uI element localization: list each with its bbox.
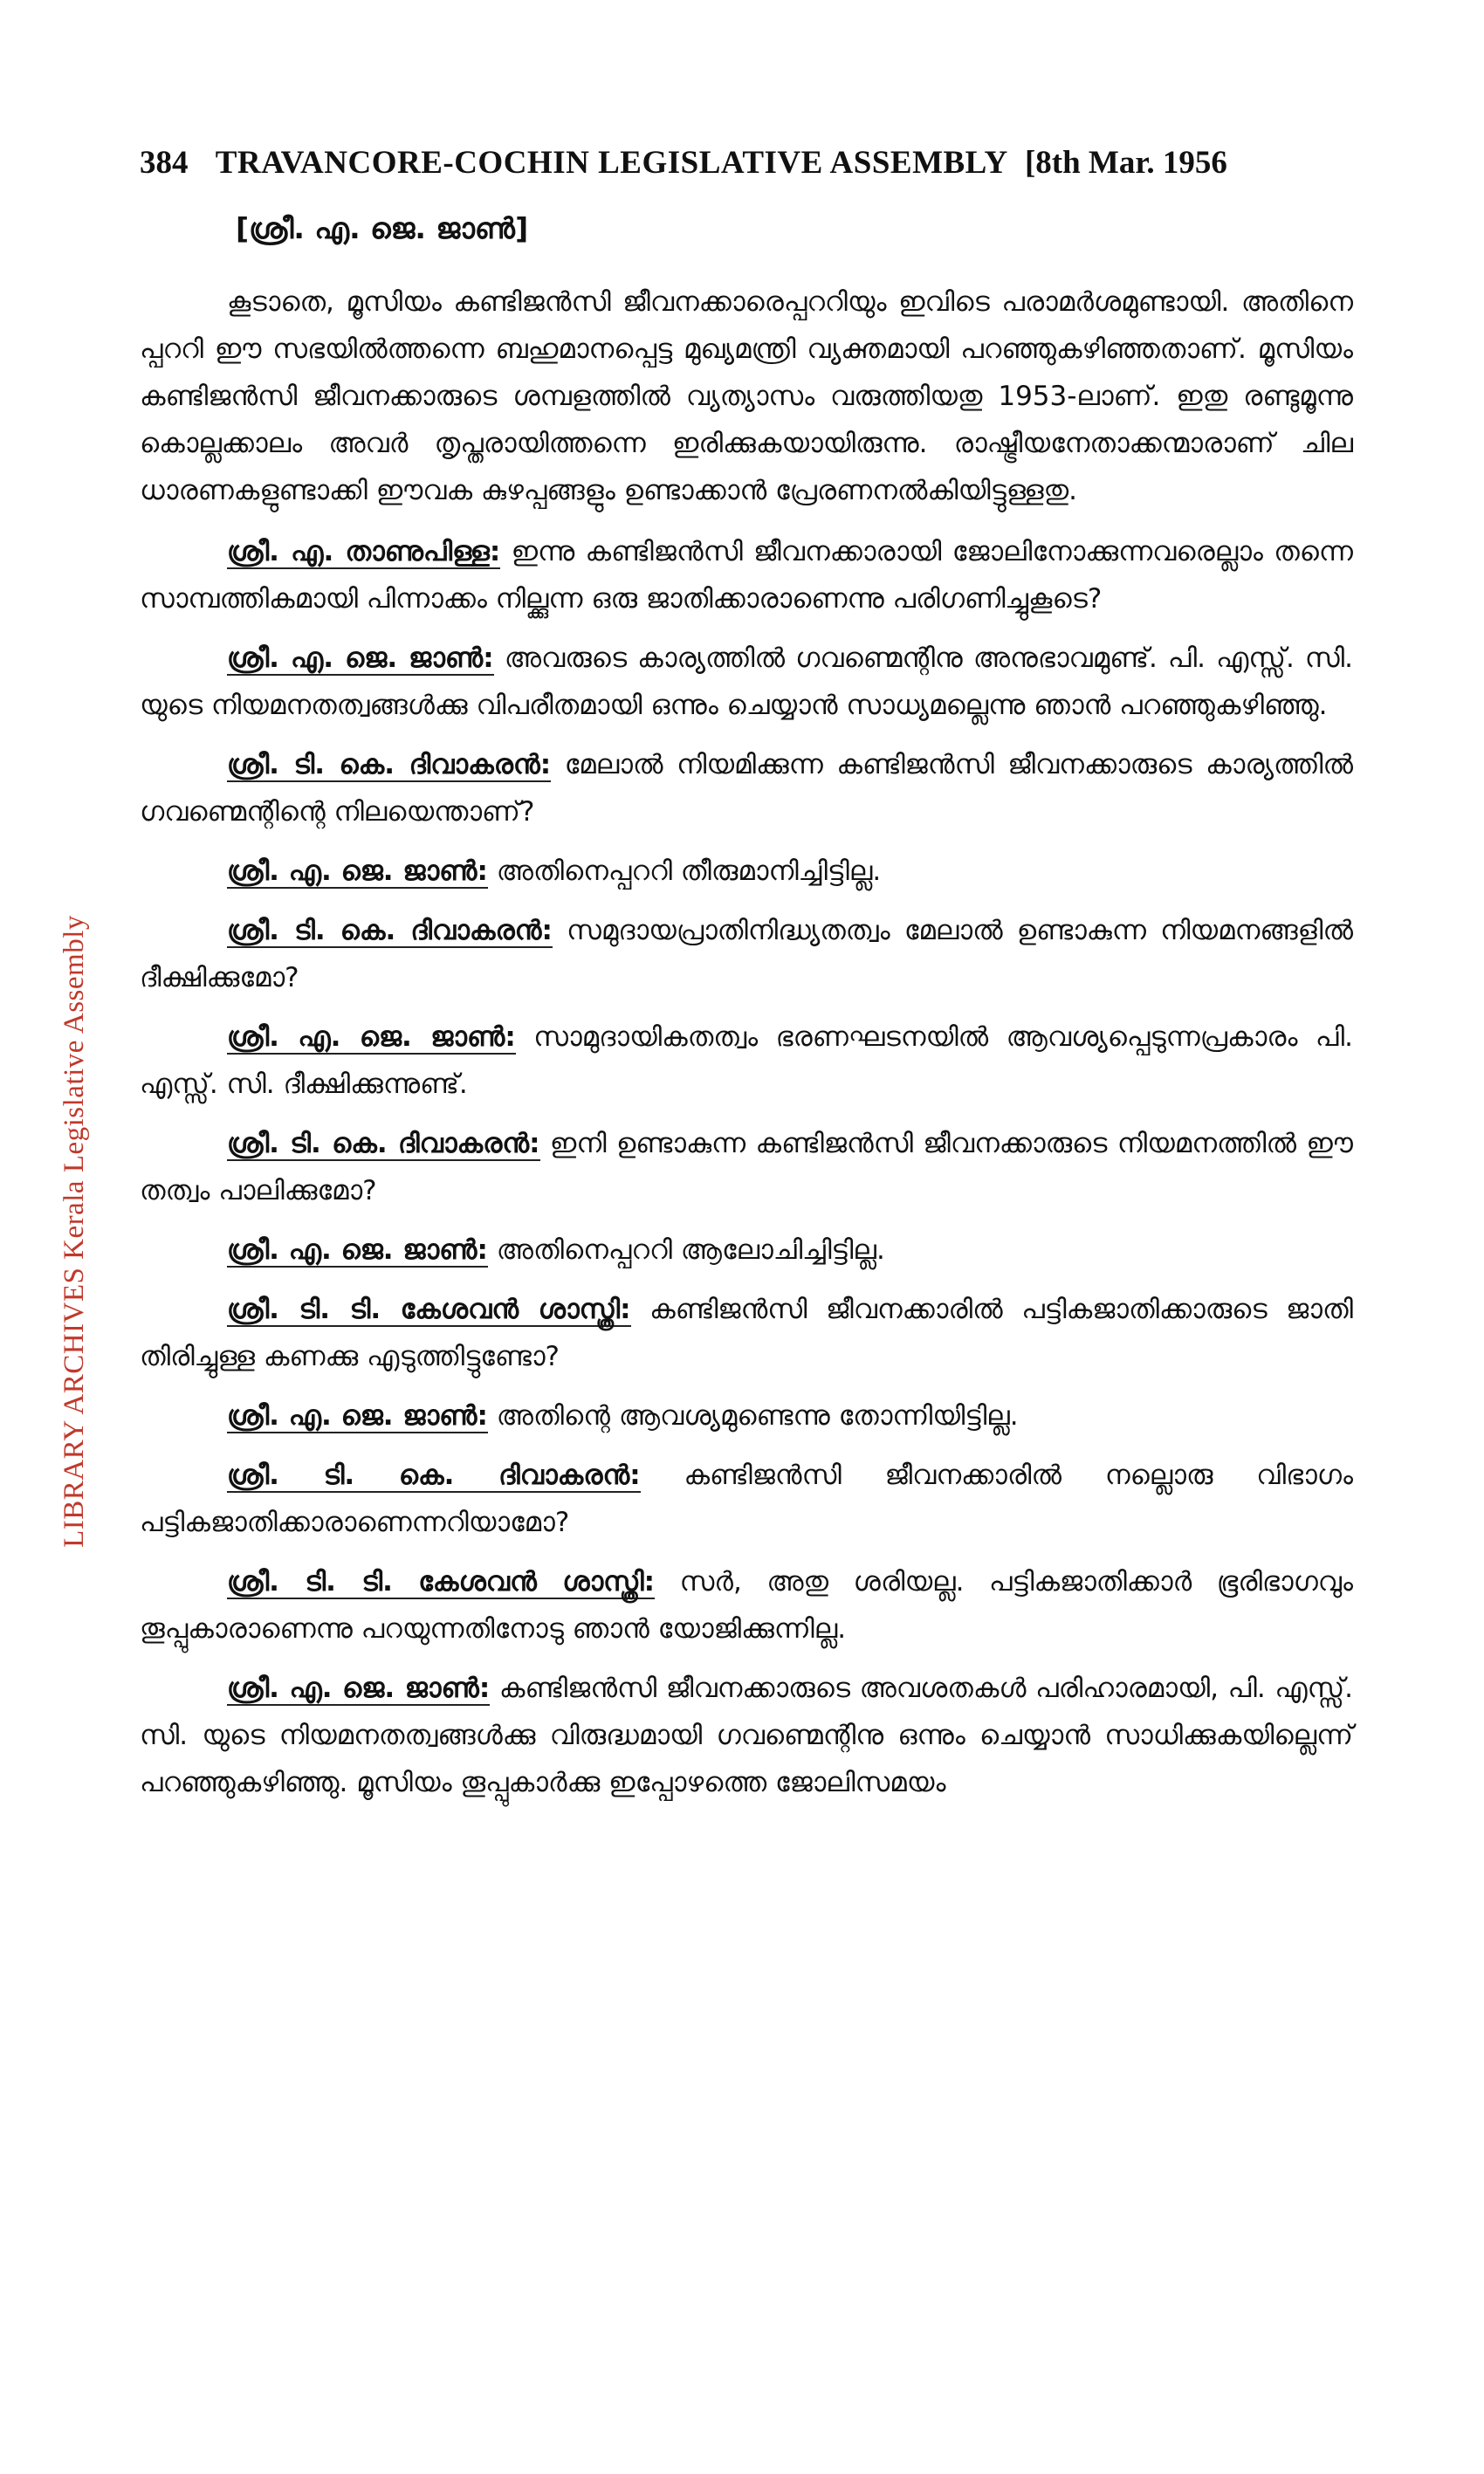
exchange-list [140,528,1353,1806]
speaker-name: ശ്രീ. എ. ജെ. ജാൺ: [227,1021,516,1053]
speech-text: മേലാൽ നിയമിക്കുന്ന കണ്ടിജൻസി ജീവനക്കാരുടെ കാര്യത്തിൽ ഗവണ്മെന്റിന്റെ നിലയെന്താണ്? [140,749,1353,828]
session-date: [8th Mar. 1956 [1024,145,1227,181]
speech-text: അതിനെപ്പററി ആലോചിച്ചിട്ടില്ല. [496,1234,885,1266]
exchange-entry [140,1665,1353,1806]
exchange-entry [140,907,1353,1001]
speaker-name: ശ്രീ. എ. ജെ. ജാൺ: [227,1400,488,1432]
exchange-entry [140,1558,1353,1653]
opening-paragraph: കൂടാതെ, മൂസിയം കണ്ടിജൻസി ജീവനക്കാരെപ്പററിയും ഇവിടെ പരാമർശമുണ്ടായി. അതിനെ പ്പററി ഈ സഭയിൽത്തന്നെ ബഹുമാനപ്പെട്ട മുഖ്യമന്ത്രി വ്യക്തമായി പറഞ്ഞുകഴിഞ്ഞതാണ്. മൂസിയം കണ്ടിജൻസി ജീവനക്കാരുടെ ശമ്പളത്തിൽ വ്യത്യാസം വരുത്തിയതു 1953-ലാണ്. ഇതു രണ്ടുമൂന്നു കൊല്ലക്കാലം അവർ തൃപ്തരായിത്തന്നെ ഇരിക്കുകയായിരുന്നു. രാഷ്ട്രീയനേതാക്കന്മാരാണ് ചില ധാരണകളുണ്ടാക്കി ഈവക കുഴപ്പങ്ങളും ഉണ്ടാക്കാൻ പ്രേരണനൽകിയിട്ടുള്ളതു. [140,286,1353,506]
speaker-name: ശ്രീ. എ. താണുപിള്ള: [227,536,501,567]
speech-text: കണ്ടിജൻസി ജീവനക്കാരിൽ പട്ടികജാതിക്കാരുടെ ജാതി തിരിച്ചുള്ള കണക്കു എടുത്തിട്ടുണ്ടോ? [140,1294,1354,1372]
archive-watermark [39,873,109,1589]
exchange-entry [140,1227,1353,1274]
speaker-name: ശ്രീ. എ. ജെ. ജാൺ: [227,1234,488,1266]
exchange-entry [140,528,1353,622]
speaker-name: ശ്രീ. ടി. കെ. ദിവാകരൻ: [227,1128,540,1159]
speech-text: കണ്ടിജൻസി ജീവനക്കാരിൽ നല്ലൊരു വിഭാഗം പട്ടികജാതിക്കാരാണെന്നറിയാമോ? [140,1460,1353,1538]
page-header [140,144,1344,182]
exchange-entry [140,1452,1353,1546]
assembly-title: TRAVANCORE-COCHIN LEGISLATIVE ASSEMBLY [215,145,1008,181]
speaker-name: ശ്രീ. ടി. ടി. കേശവൻ ശാസ്ത്രി: [227,1566,656,1598]
watermark-text: LIBRARY ARCHIVES Kerala Legislative Assembly [58,914,90,1548]
speaker-name: ശ്രീ. ടി. ടി. കേശവൻ ശാസ്ത്രി: [227,1294,631,1325]
speaker-name: ശ്രീ. ടി. കെ. ദിവാകരൻ: [227,1460,641,1491]
speech-text: സർ, അതു ശരിയല്ല. പട്ടികജാതിക്കാർ ഭൂരിഭാഗവും തൂപ്പുകാരാണെന്നു പറയുന്നതിനോടു ഞാൻ യോജിക്കുന്നില്ല. [140,1566,1353,1645]
speech-text: അതിന്റെ ആവശ്യമുണ്ടെന്നു തോന്നിയിട്ടില്ല. [496,1400,1019,1432]
speaker-name: ശ്രീ. എ. ജെ. ജാൺ: [227,643,494,674]
exchange-entry [140,741,1353,835]
speaker-name: ശ്രീ. എ. ജെ. ജാൺ: [227,1673,491,1704]
speech-text: സാമുദായികതത്വം ഭരണഘടനയിൽ ആവശ്യപ്പെടുന്നപ്രകാരം പി. എസ്സ്. സി. ദീക്ഷിക്കുന്നുണ്ട്. [140,1021,1354,1100]
exchange-entry [140,635,1353,729]
page-number: 384 [140,145,189,181]
speech-text: അതിനെപ്പററി തീരുമാനിച്ചിട്ടില്ല. [496,856,882,887]
speech-text: അവരുടെ കാര്യത്തിൽ ഗവണ്മെന്റിനു അനുഭാവമുണ്ട്. പി. എസ്സ്. സി. യുടെ നിയമനതത്വങ്ങൾക്കു വിപരീതമായി ഒന്നും ചെയ്യാൻ സാധ്യമല്ലെന്നു ഞാൻ പറഞ്ഞുകഴിഞ്ഞു. [140,643,1353,721]
continuing-speaker-heading: [ശ്രീ. എ. ജെ. ജാൺ] [236,211,529,245]
exchange-entry [140,848,1353,895]
speech-text: സമുദായപ്രാതിനിദ്ധ്യതത്വം മേലാൽ ഉണ്ടാകുന്ന നിയമനങ്ങളിൽ ദീക്ഷിക്കുമോ? [140,915,1353,993]
speaker-name: ശ്രീ. ടി. കെ. ദിവാകരൻ: [227,915,553,946]
proceedings-text [140,205,1353,1818]
speaker-name: ശ്രീ. ടി. കെ. ദിവാകരൻ: [227,749,552,780]
speaker-name: ശ്രീ. എ. ജെ. ജാൺ: [227,856,488,887]
speech-text: ഇനി ഉണ്ടാകുന്ന കണ്ടിജൻസി ജീവനക്കാരുടെ നിയമനത്തിൽ ഈ തത്വം പാലിക്കുമോ? [140,1128,1353,1206]
speech-text: കണ്ടിജൻസി ജീവനക്കാരുടെ അവശതകൾ പരിഹാരമായി, പി. എസ്സ്. സി. യുടെ നിയമനതത്വങ്ങൾക്കു വിരുദ്ധമായി ഗവണ്മെന്റിനു ഒന്നും ചെയ്യാൻ സാധിക്കുകയില്ലെന്ന് പറഞ്ഞുകഴിഞ്ഞു. മൂസിയം തൂപ്പുകാർക്കു ഇപ്പോഴത്തെ ജോലിസമയം [140,1673,1353,1798]
exchange-entry [140,1392,1353,1440]
speech-text: ഇന്നു കണ്ടിജൻസി ജീവനക്കാരായി ജോലിനോക്കുന്നവരെല്ലാം തന്നെ സാമ്പത്തികമായി പിന്നാക്കം നില്ക്കുന്ന ഒരു ജാതിക്കാരാണെന്നു പരിഗണിച്ചുകൂടെ? [140,536,1353,615]
exchange-entry [140,1014,1353,1108]
exchange-entry [140,1286,1353,1380]
exchange-entry [140,1120,1353,1214]
